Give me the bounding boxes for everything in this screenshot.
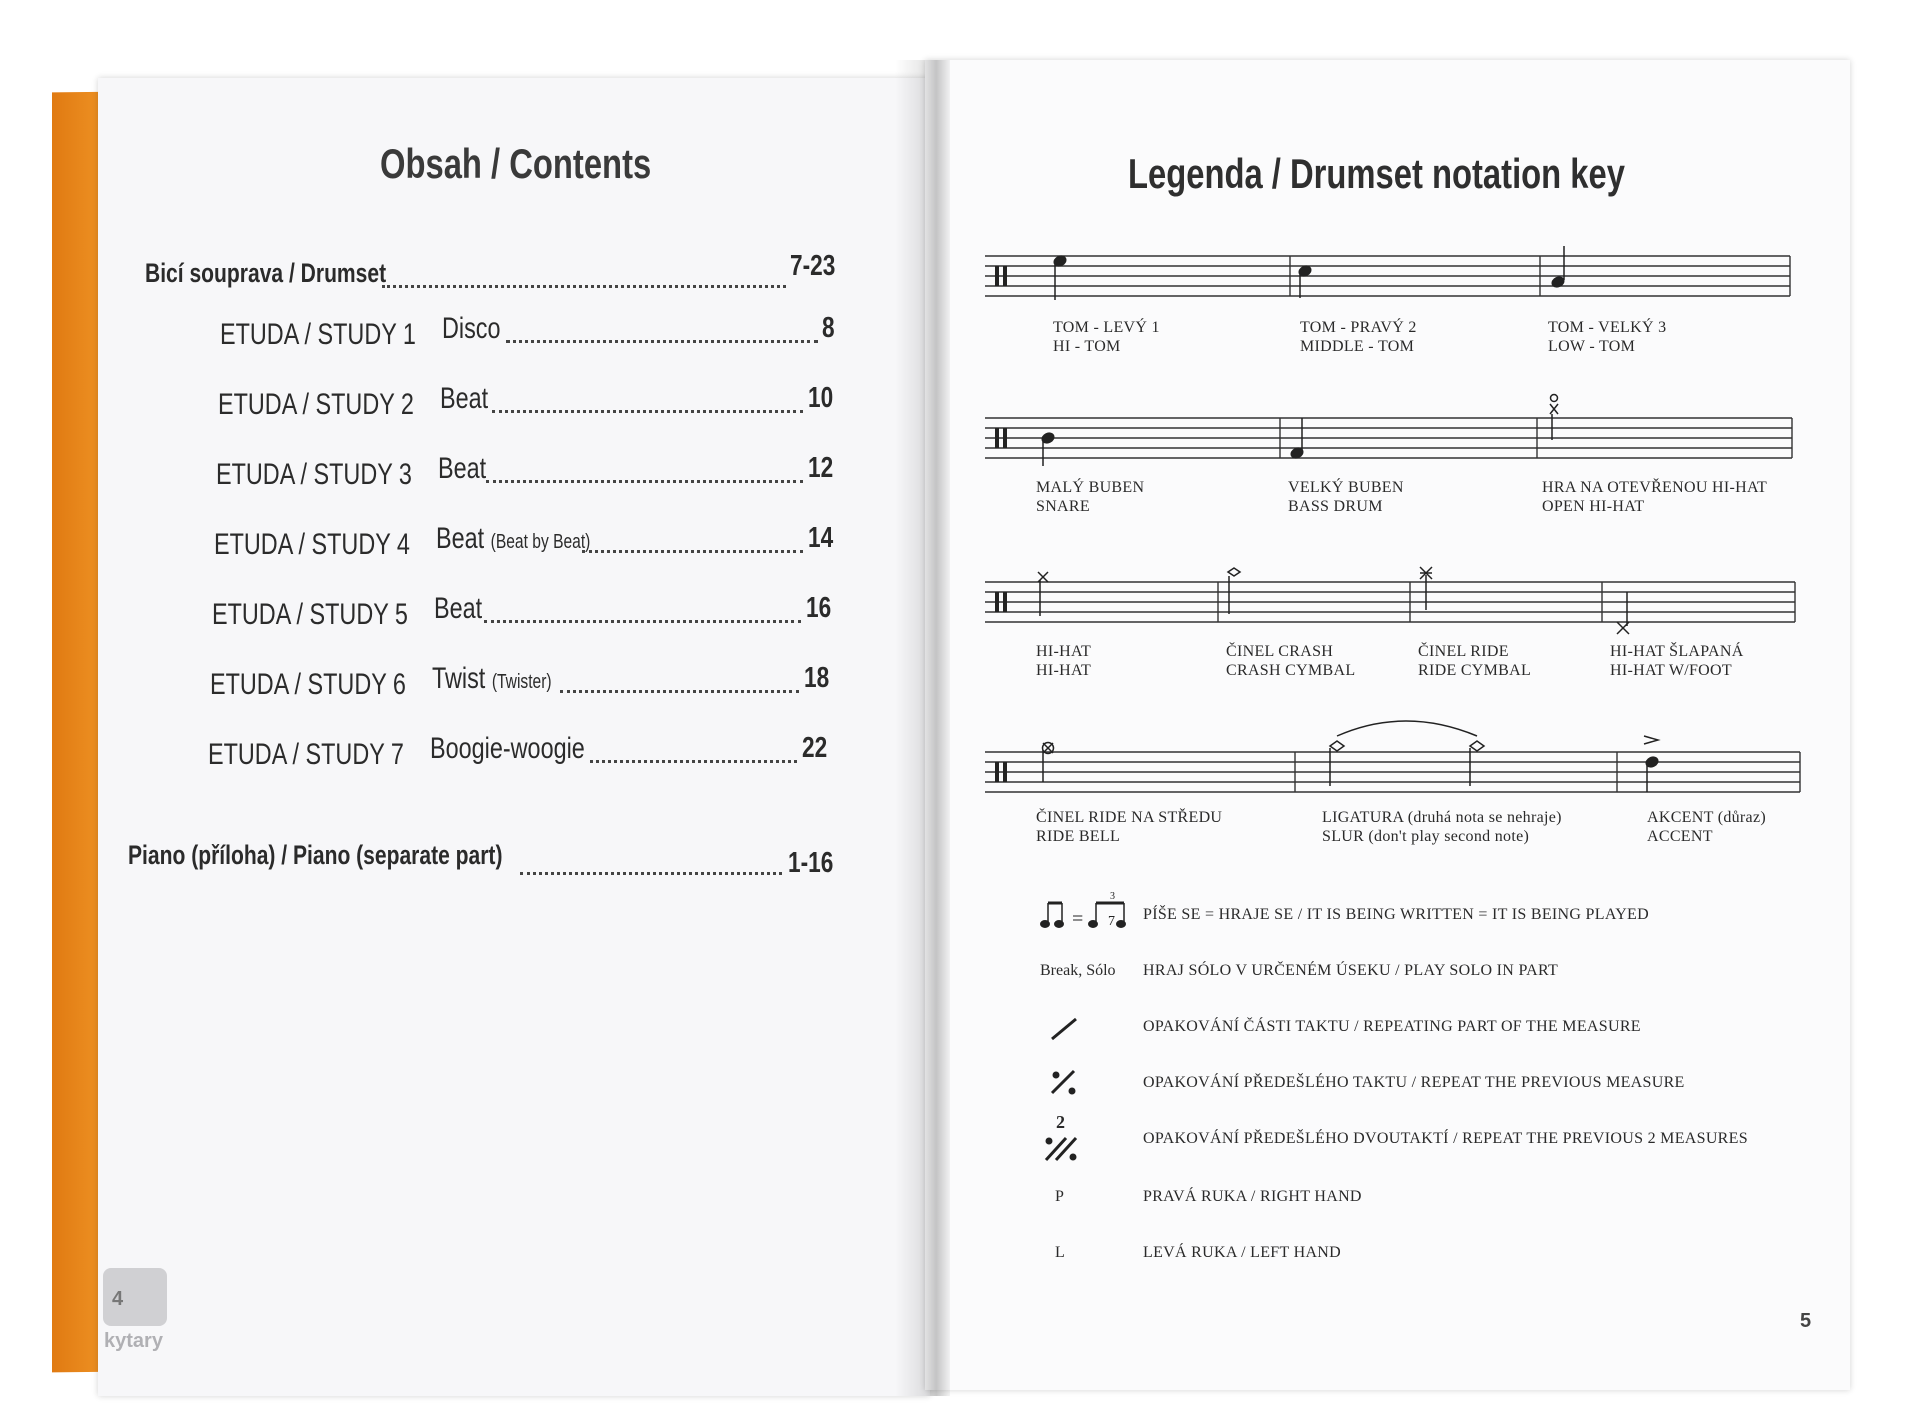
symbol-description: OPAKOVÁNÍ ČÁSTI TAKTU / REPEATING PART OF THE MEASURE: [1143, 1018, 1641, 1035]
toc-study-number-text: ETUDA / STUDY 6: [210, 668, 406, 701]
symbol-description: OPAKOVÁNÍ PŘEDEŠLÉHO TAKTU / REPEAT THE PREVIOUS MEASURE: [1143, 1074, 1685, 1091]
toc-study-title-sub: (Twister): [491, 671, 552, 693]
staff-label-czech: LIGATURA (druhá nota se nehraje): [1322, 809, 1562, 826]
staff-label: [1226, 642, 1355, 680]
staff-label-czech: ČINEL RIDE NA STŘEDU: [1036, 809, 1223, 826]
symbol-label: P: [1055, 1188, 1064, 1205]
toc-study-page-text: 12: [808, 452, 834, 484]
staff-label: [1418, 642, 1531, 680]
symbol-description: PRAVÁ RUKA / RIGHT HAND: [1143, 1188, 1362, 1205]
staff-label-czech: HI-HAT ŠLAPANÁ: [1610, 643, 1744, 660]
repeat-measure-icon: [1052, 1071, 1075, 1094]
staff-label-czech: AKCENT (důraz): [1647, 809, 1766, 826]
toc-study-title-sub: (Beat by Beat): [490, 531, 591, 553]
staff-label-english: HI-HAT W/FOOT: [1610, 662, 1732, 679]
toc-study-title-main: Boogie-woogie: [430, 732, 585, 765]
staff-label-czech: TOM - VELKÝ 3: [1548, 319, 1667, 336]
staff-label-english: BASS DRUM: [1288, 498, 1383, 515]
staff-label-czech: ČINEL RIDE: [1418, 643, 1509, 660]
toc-study-title-main: Beat: [434, 592, 483, 625]
toc-piano-pages-text: 1-16: [788, 847, 834, 879]
staff-label-english: RIDE CYMBAL: [1418, 662, 1532, 679]
staff-label-czech: HRA NA OTEVŘENOU HI-HAT: [1542, 479, 1768, 496]
symbol-label: Break, Sólo: [1040, 962, 1116, 979]
svg-text:3: 3: [1110, 891, 1115, 902]
staff-label-english: MIDDLE - TOM: [1300, 338, 1415, 355]
toc-study-number-text: ETUDA / STUDY 4: [214, 528, 410, 561]
triplet-equation-icon: [1041, 891, 1125, 930]
repeat-two-measures-icon: [1046, 1138, 1076, 1160]
staff-label-czech: MALÝ BUBEN: [1036, 479, 1145, 496]
staff-label: [1053, 318, 1160, 356]
left-page-number: 4: [112, 1288, 124, 1310]
contents-heading-text: Obsah / Contents: [380, 140, 652, 187]
staff-label: [1036, 642, 1091, 680]
staff-label-czech: TOM - LEVÝ 1: [1053, 319, 1160, 336]
toc-drumset-text: Bicí souprava / Drumset: [145, 258, 387, 288]
symbol-icons: [1041, 891, 1125, 1160]
toc-study-number-text: ETUDA / STUDY 7: [208, 738, 404, 771]
toc-study-number-text: ETUDA / STUDY 2: [218, 388, 414, 421]
staff-label: [1542, 478, 1767, 516]
staff-label-english: ACCENT: [1647, 828, 1713, 845]
toc-study-title-main: Beat: [436, 522, 485, 555]
staff-label-english: HI - TOM: [1053, 338, 1121, 355]
toc-study-page-text: 22: [802, 732, 828, 764]
toc-study-number-text: ETUDA / STUDY 3: [216, 458, 412, 491]
svg-text:=: =: [1072, 908, 1084, 930]
svg-text:7: 7: [1108, 914, 1115, 929]
percussion-clefs: [995, 266, 1007, 782]
staff-label: [1036, 478, 1144, 516]
toc-study-title-main: Beat: [440, 382, 489, 415]
staff-label: [1288, 478, 1404, 516]
symbol-description: PÍŠE SE = HRAJE SE / IT IS BEING WRITTEN = IT IS BEING PLAYED: [1143, 906, 1649, 923]
symbol-description: LEVÁ RUKA / LEFT HAND: [1143, 1244, 1342, 1261]
symbol-label: L: [1055, 1244, 1065, 1261]
staff-ride-slur-accent: [985, 752, 1800, 792]
right-page-number: 5: [1800, 1310, 1812, 1332]
symbol-description: OPAKOVÁNÍ PŘEDEŠLÉHO DVOUTAKTÍ / REPEAT THE PREVIOUS 2 MEASURES: [1143, 1130, 1748, 1147]
staff-label-english: LOW - TOM: [1548, 338, 1636, 355]
staff-label-english: CRASH CYMBAL: [1226, 662, 1356, 679]
staff-label-english: HI-HAT: [1036, 662, 1092, 679]
toc-study-page-text: 14: [808, 522, 834, 554]
toc-study-page-text: 10: [808, 382, 834, 414]
toc-study-page-text: 8: [822, 312, 835, 344]
toc-study-page-text: 18: [804, 662, 830, 694]
symbol-description: HRAJ SÓLO V URČENÉM ÚSEKU / PLAY SOLO IN PART: [1143, 962, 1559, 979]
toc-drumset-pages-text: 7-23: [790, 250, 836, 282]
staff-label-english: RIDE BELL: [1036, 828, 1121, 845]
staff-label: [1300, 318, 1417, 356]
staff-label: [1647, 808, 1766, 846]
staff-cymbals: [985, 582, 1795, 622]
repeat-part-slash-icon: [1052, 1019, 1076, 1039]
staff-label-english: SNARE: [1036, 498, 1090, 515]
toc-study-title-main: Disco: [442, 312, 501, 345]
staff-label-english: SLUR (don't play second note): [1322, 828, 1530, 845]
staff-label-czech: ČINEL CRASH: [1226, 643, 1334, 660]
toc-study-title-main: Twist: [432, 662, 486, 695]
kytary-logo-text: kytary: [104, 1330, 163, 1352]
staff-label-english: OPEN HI-HAT: [1542, 498, 1645, 515]
staff-label: [1036, 808, 1222, 846]
toc-study-title-main: Beat: [438, 452, 487, 485]
staff-label-czech: HI-HAT: [1036, 643, 1092, 660]
toc-study-number-text: ETUDA / STUDY 5: [212, 598, 408, 631]
staff-label-czech: VELKÝ BUBEN: [1288, 479, 1404, 496]
staff-snare-bass: [985, 418, 1792, 458]
staff-toms: [985, 256, 1790, 296]
toc-piano-text: Piano (příloha) / Piano (separate part): [128, 840, 503, 870]
staff-label: [1322, 808, 1562, 846]
staff-label-czech: TOM - PRAVÝ 2: [1300, 319, 1417, 336]
toc-study-number-text: ETUDA / STUDY 1: [220, 318, 416, 351]
legend-heading-text: Legenda / Drumset notation key: [1128, 150, 1625, 197]
toc-study-page-text: 16: [806, 592, 832, 624]
symbol-label: 2: [1056, 1112, 1065, 1132]
staff-label: [1610, 642, 1744, 680]
staff-label: [1548, 318, 1666, 356]
